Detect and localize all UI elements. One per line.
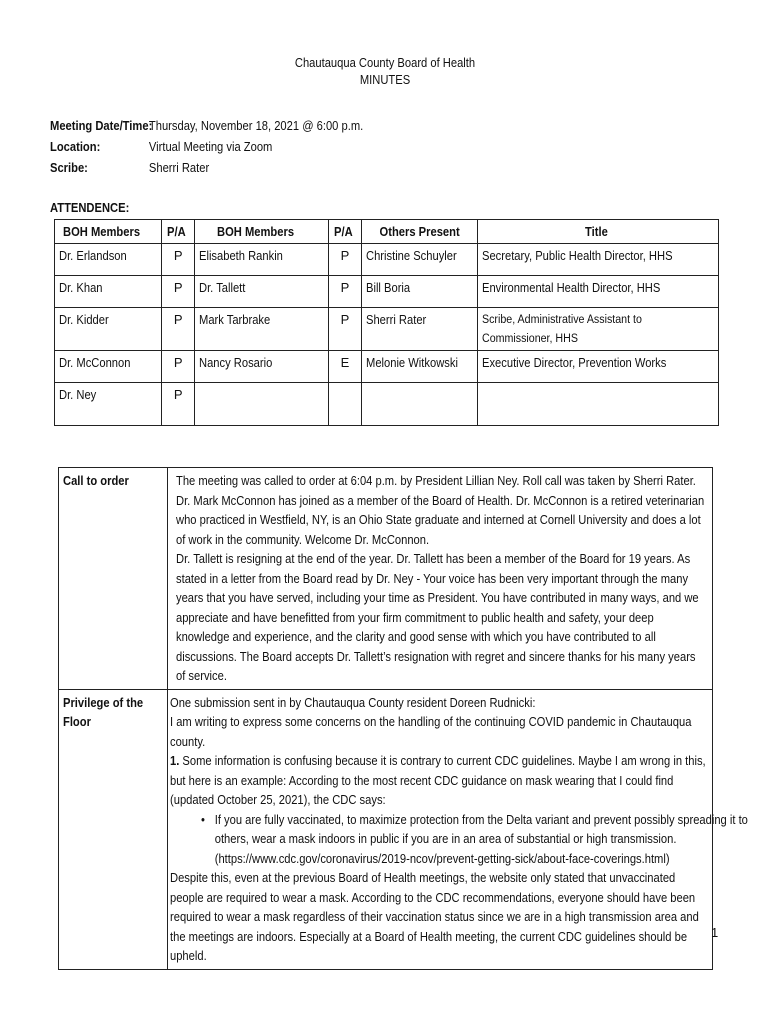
org-title: Chautauqua County Board of Health [294,55,476,70]
paragraph: I am writing to express some concerns on the handling of the continuing COVID pandemic in Chautauqua county. [170,714,692,749]
table-cell [195,383,329,426]
paragraph: Dr. Mark McConnon has joined as a member of the Board of Health. Dr. McConnon is a retired veterinarian who practiced in Westfield, NY, is an Ohio State graduate and interned at Cornell University and does a lot of work in the community. Welcome Dr. McConnon. [176,492,705,547]
table-cell [329,383,362,426]
table-cell: P [329,276,362,308]
section-label: Call to order [59,468,168,690]
scribe-value: Sherri Rater [148,160,210,175]
scribe-row [50,157,363,178]
column-header: Title [477,220,718,244]
location-row [50,136,363,157]
table-cell: Christine Schuyler [361,244,477,276]
table-cell: Scribe, Administrative Assistant to Commissioner, HHS [477,308,718,351]
attendance-table [54,219,719,426]
minutes-table [58,467,748,970]
location-label: Location: [50,139,101,154]
column-header: BOH Members [195,220,329,244]
table-cell: Melonie Witkowski [361,351,477,383]
column-header: Others Present [361,220,477,244]
privilege-section [59,689,713,969]
table-cell [361,383,477,426]
column-header: P/A [329,220,362,244]
doc-type-title: MINUTES [359,72,411,87]
table-cell: Bill Boria [361,276,477,308]
location-value: Virtual Meeting via Zoom [148,139,273,154]
scribe-label: Scribe: [50,160,88,175]
meeting-info [50,115,414,178]
table-row [55,351,719,383]
column-header: BOH Members [55,220,162,244]
table-cell: E [329,351,362,383]
call-to-order-section [59,468,713,690]
table-cell: Dr. McConnon [55,351,162,383]
table-cell: Dr. Erlandson [55,244,162,276]
attendance-header-row [55,220,719,244]
table-cell: P [329,308,362,351]
page-number: 1 [711,925,719,940]
table-cell: Sherri Rater [361,308,477,351]
table-cell: Dr. Ney [55,383,162,426]
table-cell: P [162,276,195,308]
table-cell: Dr. Kidder [55,308,162,351]
table-cell: P [162,351,195,383]
table-cell [477,383,718,426]
table-row [55,383,719,426]
paragraph: Dr. Tallett is resigning at the end of the year. Dr. Tallett has been a member of the Board for 19 years. As stated in a letter from the Board read by Dr. Ney - Your voice has been very important through the many years that you have served, including your time as President. You have contributed in many ways, and we appreciate and have benefitted from your firm commitment to public health and safety, your deep knowledge and experience, and the clarity and good sense with which you have contributed to all discussions. The Board accepts Dr. Tallett’s resignation with regret and sincere thanks for his many years of service. [176,551,699,683]
table-cell: Elisabeth Rankin [195,244,329,276]
meeting-date-value: Thursday, November 18, 2021 @ 6:00 p.m. [148,118,364,133]
meeting-date-label: Meeting Date/Time: [50,118,153,133]
document-header [54,54,716,88]
meeting-date-row [50,115,363,136]
table-cell: Nancy Rosario [195,351,329,383]
paragraph: The meeting was called to order at 6:04 p.m. by President Lillian Ney. Roll call was taken by Sherri Rater. [176,473,696,488]
attendance-heading: ATTENDENCE: [50,200,130,215]
table-cell: Mark Tarbrake [195,308,329,351]
table-cell: Executive Director, Prevention Works [477,351,718,383]
table-cell: Secretary, Public Health Director, HHS [477,244,718,276]
bullet-item: • If you are fully vaccinated, to maximize protection from the Delta variant and prevent possibly spreading it to others, wear a mask indoors in public if you are in an area of substantial or high transmission. (https://www.cdc.gov/coronavirus/2019-ncov/prevent-getting-sick/about-face-coverings.html) [200,811,748,866]
section-body [168,689,748,969]
table-cell: P [162,383,195,426]
table-row [55,308,719,351]
paragraph: One submission sent in by Chautauqua County resident Doreen Rudnicki: [170,694,536,710]
bullet-icon: • [200,811,205,827]
list-number: 1. [170,753,180,768]
table-cell: Environmental Health Director, HHS [477,276,718,308]
table-cell: P [162,244,195,276]
paragraph: Despite this, even at the previous Board of Health meetings, the website only stated that unvaccinated people are required to wear a mask. According to the CDC recommendations, everyone should have been required to wear a mask regardless of their vaccination status since we are in a high transmission area and the meetings are indoors. Especially at a Board of Health meeting, the current CDC guidelines should be upheld. [170,870,699,963]
table-cell: Dr. Khan [55,276,162,308]
table-cell: P [329,244,362,276]
paragraph: 1. Some information is confusing because it is contrary to current CDC guidelines. Maybe I am wrong in this, but here is an example: According to the most recent CDC guidance on mask wearing that I could find (updated October 25, 2021), the CDC says: [170,753,706,807]
table-row [55,244,719,276]
table-cell: P [162,308,195,351]
section-label: Privilege of the Floor [59,689,168,969]
column-header: P/A [162,220,195,244]
table-row [55,276,719,308]
section-body [168,468,713,690]
table-cell: Dr. Tallett [195,276,329,308]
